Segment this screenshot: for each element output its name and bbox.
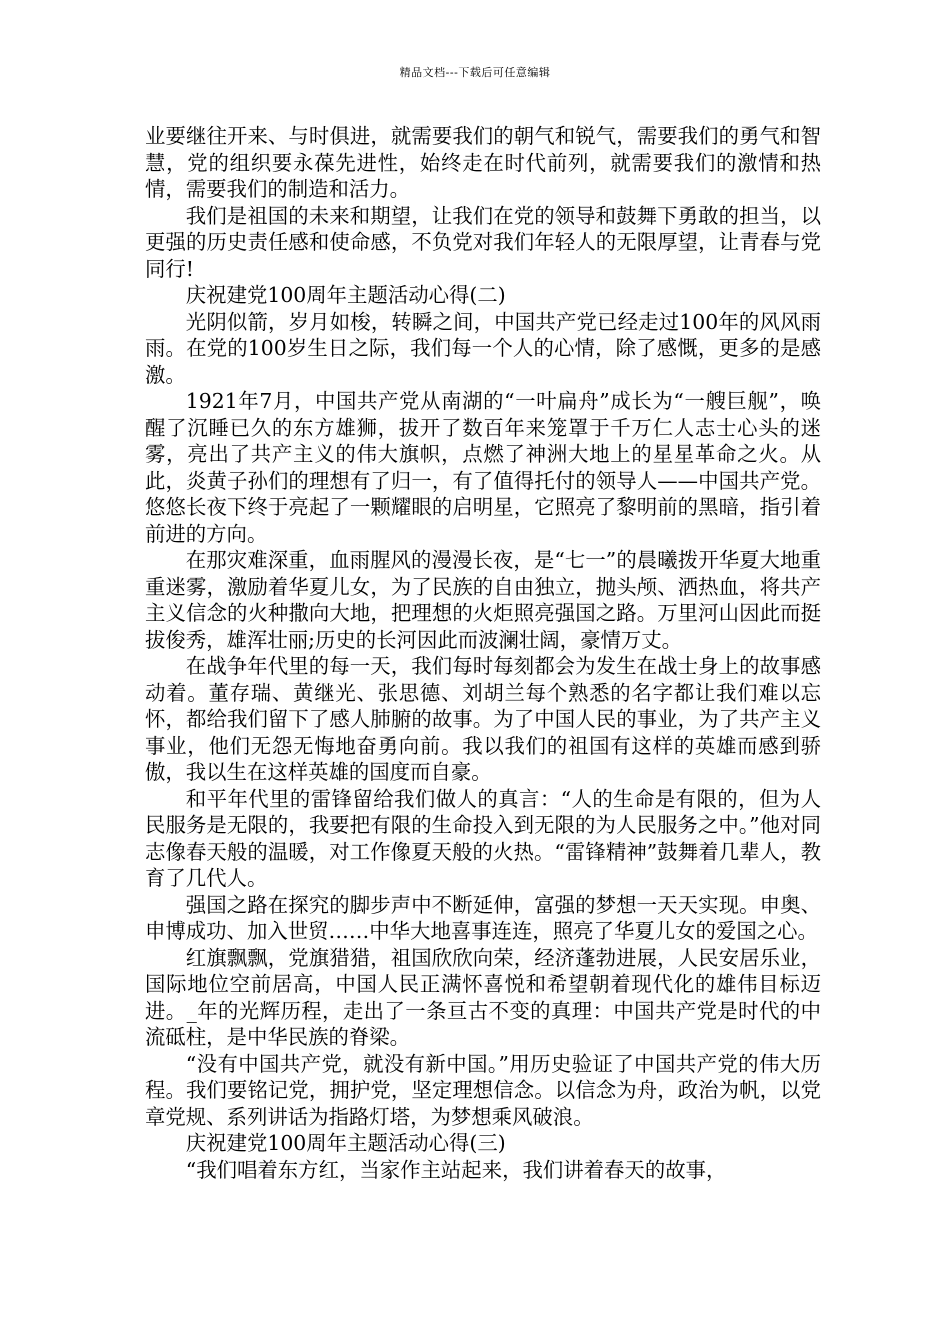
section-title-2: 庆祝建党100周年主题活动心得(二)	[185, 283, 506, 307]
paragraph: 光阴似箭，岁月如梭，转瞬之间，中国共产党已经走过100年的风风雨雨。在党的100岁生日之际，我们每一个人的心情，除了感慨，更多的是感激。	[145, 309, 821, 387]
paragraph: 和平年代里的雷锋留给我们做人的真言：“人的生命是有限的，但为人民服务是无限的，我要把有限的生命投入到无限的为人民服务之中。”他对同志像春天般的温暖，对工作像夏天般的火热。“雷锋精神”鼓舞着几辈人，教育了几代人。	[145, 786, 821, 890]
paragraph: 在战争年代里的每一天，我们每时每刻都会为发生在战士身上的故事感动着。董存瑞、黄继光、张思德、刘胡兰每个熟悉的名字都让我们难以忘怀，都给我们留下了感人肺腑的故事。为了中国人民的事业，为了共产主义事业，他们无怨无悔地奋勇向前。我以我们的祖国有这样的英雄而感到骄傲，我以生在这样英雄的国度而自豪。	[145, 654, 821, 784]
paragraph: “没有中国共产党，就没有新中国。”用历史验证了中国共产党的伟大历程。我们要铭记党，拥护党，坚定理想信念。以信念为舟，政治为帆，以党章党规、系列讲话为指路灯塔，为梦想乘风破浪。	[145, 1051, 821, 1129]
paragraph: 我们是祖国的未来和期望，让我们在党的领导和鼓舞下勇敢的担当，以更强的历史责任感和使命感，不负党对我们年轻人的无限厚望，让青春与党同行!	[145, 203, 821, 281]
paragraph: “我们唱着东方红，当家作主站起来，我们讲着春天的故事，	[185, 1157, 727, 1182]
paragraph: 1921年7月，中国共产党从南湖的“一叶扁舟”成长为“一艘巨舰”，唤醒了沉睡已久的东方雄狮，拔开了数百年来笼罩于千万仁人志士心头的迷雾，亮出了共产主义的伟大旗帜，点燃了神洲大地上的星星革命之火。从此，炎黄子孙们的理想有了归一，有了值得托付的领导人——中国共产党。悠悠长夜下终于亮起了一颗耀眼的启明星，它照亮了黎明前的黑暗，指引着前进的方向。	[145, 389, 821, 546]
document-body	[145, 123, 821, 1183]
paragraph: 强国之路在探究的脚步声中不断延伸，富强的梦想一天天实现。申奥、申博成功、加入世贸……中华大地喜事连连，照亮了华夏儿女的爱国之心。	[145, 892, 821, 943]
paragraph: 红旗飘飘，党旗猎猎，祖国欣欣向荣，经济蓬勃进展，人民安居乐业，国际地位空前居高，中国人民正满怀喜悦和希望朝着现代化的雄伟目标迈进。_年的光辉历程，走出了一条亘古不变的真理：中国共产党是时代的中流砥柱，是中华民族的脊梁。	[145, 945, 821, 1049]
page-header: 精品文档---下载后可任意编辑	[399, 66, 551, 79]
section-title-3: 庆祝建党100周年主题活动心得(三)	[185, 1131, 506, 1155]
paragraph-continuation: 业要继往开来、与时俱进，就需要我们的朝气和锐气，需要我们的勇气和智慧，党的组织要永葆先进性，始终走在时代前列，就需要我们的激情和热情，需要我们的制造和活力。	[145, 124, 821, 201]
paragraph: 在那灾难深重，血雨腥风的漫漫长夜，是“七一”的晨曦拨开华夏大地重重迷雾，激励着华夏儿女，为了民族的自由独立，抛头颅、洒热血，将共产主义信念的火种撒向大地，把理想的火炬照亮强国之路。万里河山因此而挺拔俊秀，雄浑壮丽;历史的长河因此而波澜壮阔，豪情万丈。	[145, 548, 821, 652]
